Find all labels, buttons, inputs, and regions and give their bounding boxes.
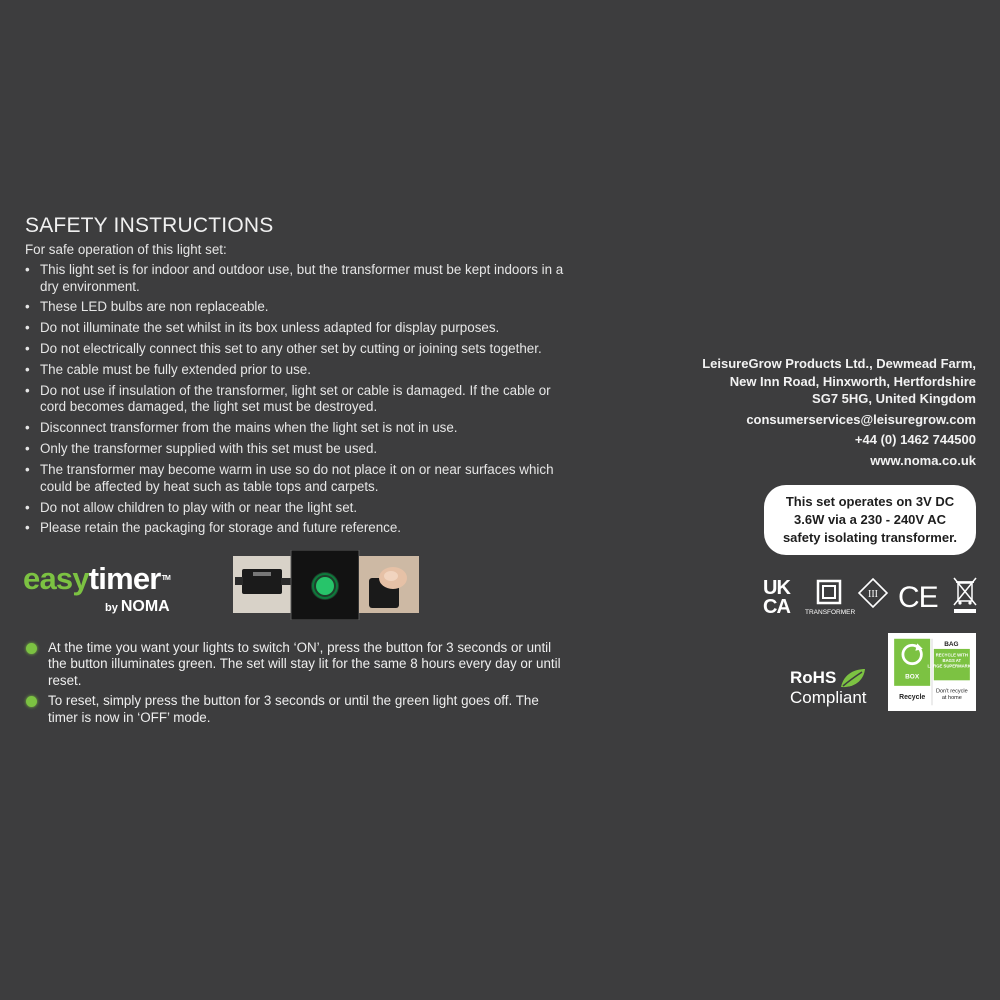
ukca-bottom: CA	[763, 596, 790, 618]
ukca-mark-icon	[763, 577, 791, 618]
transformer-label: TRANSFORMER	[805, 609, 856, 616]
notice-line: safety isolating transformer.	[782, 530, 958, 545]
logo-brand: NOMA	[120, 598, 170, 615]
safety-item: • Do not allow children to play with or near the light set.	[25, 500, 570, 517]
dont-recycle-text: Don't recycle at home	[935, 688, 968, 701]
timer-photos	[233, 550, 419, 620]
phone-text: +44 (0) 1462 744500	[854, 432, 976, 448]
page-title: SAFETY INSTRUCTIONS	[25, 214, 274, 237]
logo-easy: easy	[23, 561, 89, 596]
safety-list	[25, 262, 570, 541]
safety-item: • Disconnect transformer from the mains when the light set is not in use.	[25, 420, 570, 437]
box-label: BOX	[905, 673, 920, 681]
transformer-mark-icon	[805, 581, 856, 616]
safety-item: • The transformer may become warm in use so do not place it on or near surfaces which could be affected by heat such as table tops and carpets.	[25, 462, 570, 495]
ce-mark-icon: CE	[898, 581, 938, 614]
safety-item: • Do not use if insulation of the transformer, light set or cable is damaged. If the cable or cord becomes damaged, the light set must be destroyed.	[25, 383, 570, 416]
address-line: SG7 5HG, United Kingdom	[812, 391, 976, 407]
safety-item: • Do not illuminate the set whilst in its box unless adapted for display purposes.	[25, 320, 570, 337]
timer-step-text: To reset, simply press the button for 3 seconds or until the green light goes off. The timer is now in ‘OFF’ mode.	[48, 693, 539, 725]
safety-item: • Do not electrically connect this set to any other set by cutting or joining sets together.	[25, 341, 570, 358]
safety-item: • Only the transformer supplied with this set must be used.	[25, 441, 570, 458]
green-dot-icon	[26, 643, 37, 654]
leaf-icon	[838, 667, 868, 691]
logo-tm: TM	[161, 575, 171, 582]
weee-bin-icon	[954, 578, 976, 613]
rohs-subtitle: Compliant	[790, 688, 867, 707]
safety-intro: For safe operation of this light set:	[25, 242, 227, 257]
safety-item: • This light set is for indoor and outdoor use, but the transformer must be kept indoors in a dry environment.	[25, 262, 570, 295]
logo-timer: timer	[88, 561, 161, 596]
ukca-top: UK	[763, 577, 790, 599]
recycle-text: Recycle	[899, 693, 926, 701]
notice-line: 3.6W via a 230 - 240V AC	[794, 512, 946, 527]
email-text: consumerservices@leisuregrow.com	[746, 411, 976, 427]
address-line: New Inn Road, Hinxworth, Hertfordshire	[729, 373, 976, 389]
timer-step-text: At the time you want your lights to switch ‘ON’, press the button for 3 seconds or until the button illuminates green. The set will stay lit for the same 8 hours every day or until reset.	[48, 640, 561, 688]
safety-item: • These LED bulbs are non replaceable.	[25, 299, 570, 316]
rohs-title: RoHS	[790, 668, 837, 687]
company-address	[646, 355, 976, 470]
timer-step	[25, 693, 570, 726]
notice-line: This set operates on 3V DC	[785, 494, 955, 509]
bag-note: RECYCLE WITH BAGS AT LARGE SUPERMARKET	[927, 652, 976, 669]
bag-label: BAG	[944, 641, 959, 649]
safety-item: • The cable must be fully extended prior to use.	[25, 362, 570, 379]
timer-instructions	[25, 640, 570, 730]
easytimer-logo	[23, 562, 203, 618]
timer-step	[25, 640, 570, 689]
class-iii-mark-icon	[859, 579, 887, 607]
green-dot-icon	[26, 696, 37, 707]
logo-by: by	[105, 602, 118, 614]
address-line: LeisureGrow Products Ltd., Dewmead Farm,	[702, 356, 976, 371]
power-notice	[764, 485, 976, 555]
certification-marks	[760, 575, 990, 620]
recycle-label	[888, 633, 976, 711]
website-text: www.noma.co.uk	[870, 452, 976, 468]
class-iii-label: III	[868, 589, 878, 600]
safety-item: • Please retain the packaging for storage and future reference.	[25, 520, 570, 537]
